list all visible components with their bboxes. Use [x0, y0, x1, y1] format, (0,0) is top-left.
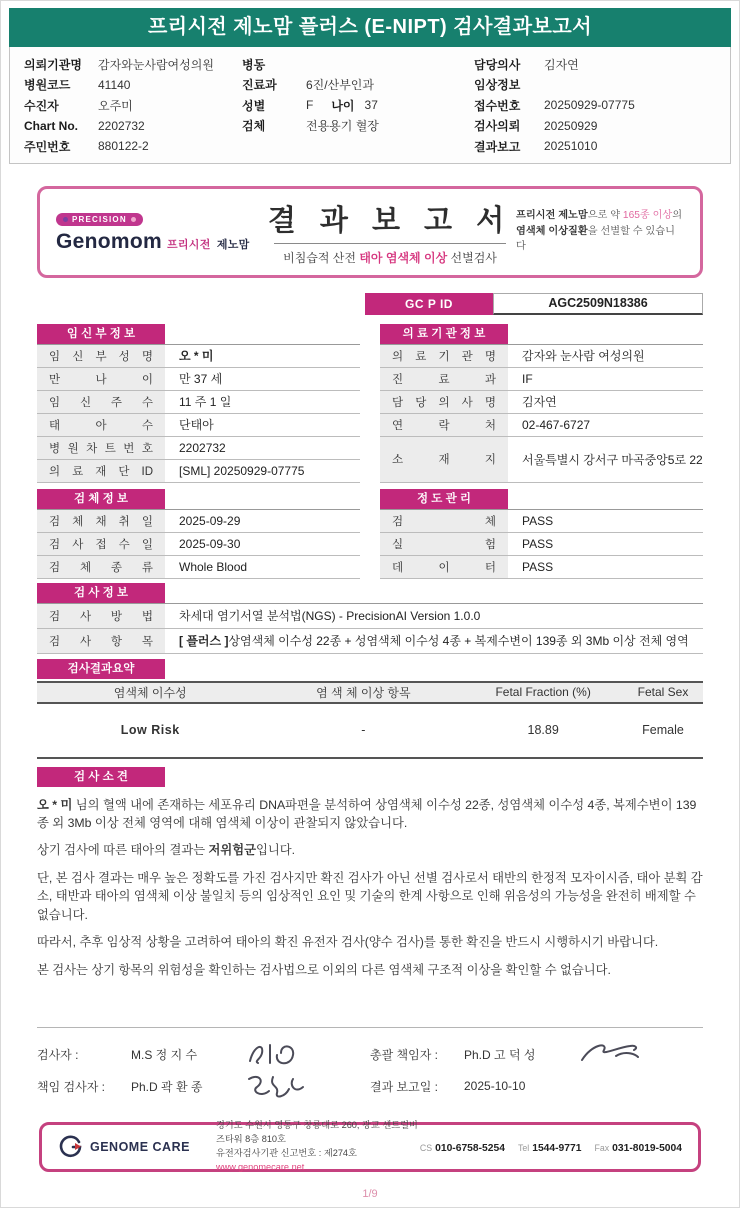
summary-col-fetal-fraction: Fetal Fraction (%) — [495, 685, 591, 699]
field-attending-doctor: 담당의사 김자연 — [474, 57, 579, 72]
report-doc-title: 결 과 보 고 서 비침습적 산전 태아 염색체 이상 선별검사 — [264, 198, 516, 266]
document-body — [37, 186, 703, 980]
table-row: 의 료 기 관 명 감자와 눈사람 여성의원 — [380, 345, 703, 368]
director-row: 총괄 책임자 : Ph.D 고 덕 성 — [370, 1038, 703, 1070]
director-signature-icon — [578, 1040, 642, 1068]
table-row: 검 사 방 법 차세대 염기서열 분석법(NGS) - PrecisionAI Version 1.0.0 — [37, 604, 703, 629]
summary-value-row — [37, 704, 703, 759]
summary-col-fetal-sex: Fetal Sex — [637, 685, 689, 699]
title-underline — [274, 243, 506, 244]
patient-col-1 — [24, 54, 242, 157]
table-row: 진 료 과 IF — [380, 368, 703, 391]
table-row: 소 재 지 서울특별시 강서구 마곡중앙5로 22 — [380, 437, 703, 483]
table-row: 검 사 접 수 일 2025-09-30 — [37, 533, 360, 556]
table-row: 의 료 재 단 ID [SML] 20250929-07775 — [37, 460, 360, 483]
section-tab-test: 검 사 정 보 — [37, 583, 165, 603]
field-receipt-no: 접수번호 20250929-07775 — [474, 98, 635, 113]
opinion-paragraph-2: 상기 검사에 따른 태아의 결과는 저위험군입니다. — [37, 843, 296, 858]
section-result-summary — [37, 659, 703, 759]
badge-dot-left-icon — [63, 217, 68, 222]
genome-care-logo: GENOME CARE — [58, 1134, 216, 1160]
brand-promo-text: 프리시전 제노맘으로 약 165종 이상의 염색체 이상질환을 선별할 수 있습니다 — [516, 209, 683, 253]
footer-cs: CS 010-6758-5254 — [419, 1143, 505, 1154]
section-tab-summary: 검사결과요약 — [37, 659, 165, 679]
patient-col-2 — [242, 54, 474, 157]
field-clinical-info: 임상정보 — [474, 78, 521, 93]
opinion-paragraph-5: 본 검사는 상기 항목의 위험성을 확인하는 검사법으로 이외의 다른 염색체 구조적 이상을 확인할 수 없습니다. — [37, 962, 611, 977]
opinion-paragraph-4: 따라서, 추후 임상적 상황을 고려하여 태아의 확진 유전자 검사(양수 검사)를 통한 확진을 반드시 시행하시기 바랍니다. — [37, 935, 659, 950]
table-row: 만 나 이 만 37 세 — [37, 368, 360, 391]
section-tab-opinion: 검 사 소 견 — [37, 767, 165, 787]
section-specimen-info — [37, 489, 360, 579]
section-clinic-info — [380, 324, 703, 483]
genome-care-mark-icon — [58, 1134, 84, 1160]
footer-box — [39, 1122, 701, 1172]
summary-header-row — [37, 681, 703, 704]
footer-address-line1: 경기도 수원시 영통구 창룡대로 260, 광교 센트럴비즈타워 8층 810호 — [216, 1120, 418, 1145]
examiner-row: 검사자 : M.S 정 지 수 — [37, 1038, 370, 1070]
opinion-paragraph-3: 단, 본 검사 결과는 매우 높은 정확도를 가진 검사지만 확진 검사가 아닌 선별 검사로서 태반의 한정적 모자이시즘, 태아 분획 감소, 태반과 태아의 염색체 이상 불일치 등의 임상적인 요인 및 기술의 한계 사항으로 인해 위음성의 가능성을 완전히 배제할 수 없습니다. — [37, 870, 703, 922]
examiner-signature-icon — [245, 1039, 311, 1069]
page-number: 1/9 — [362, 1188, 378, 1200]
gc-p-id-row — [37, 293, 703, 315]
section-tab-qc: 정 도 관 리 — [380, 489, 508, 509]
field-department: 진료과 6진/산부인과 — [242, 78, 374, 93]
section-tab-clinic: 의 료 기 관 정 보 — [380, 324, 508, 344]
table-row: 임 신 주 수 11 주 1 일 — [37, 391, 360, 414]
table-row: 임 신 부 성 명 오 * 미 — [37, 345, 360, 368]
opinion-paragraph-1: 오 * 미 님의 혈액 내에 존재하는 세포유리 DNA파편을 분석하여 상염색체 이수성 22종, 성염색체 이수성 4종, 복제수변이 139종 외 3Mb 이상 전체 영역에 대해 염색체 이상이 관찰되지 않았습니다. — [37, 797, 697, 830]
field-ward: 병동 — [242, 57, 266, 72]
section-test-info — [37, 583, 703, 654]
table-row: 태 아 수 단태아 — [37, 414, 360, 437]
chief-examiner-signature-icon — [245, 1071, 311, 1101]
table-row: 담 당 의 사 명 김자연 — [380, 391, 703, 414]
field-chart-no: Chart No. 2202732 — [24, 118, 145, 133]
footer-fax: Fax 031-8019-5004 — [594, 1143, 682, 1154]
table-row: 검 체 PASS — [380, 510, 703, 533]
signature-right-col — [370, 1038, 703, 1102]
result-low-risk: Low Risk — [120, 723, 180, 737]
patient-col-3 — [474, 54, 716, 157]
section-tab-specimen: 검 체 정 보 — [37, 489, 165, 509]
genomom-logo: Genomom 프리시전 제노맘 — [56, 230, 250, 253]
gc-p-id-value: AGC2509N18386 — [493, 293, 703, 315]
field-report-date: 결과보고 20251010 — [474, 139, 598, 154]
section-opinion — [37, 767, 703, 980]
report-doc-subtitle: 비침습적 산전 태아 염색체 이상 선별검사 — [283, 250, 497, 265]
chief-examiner-row: 책임 검사자 : Ph.D 곽 환 종 — [37, 1070, 370, 1102]
footer-contacts — [420, 1138, 682, 1156]
result-fetal-fraction: 18.89 — [527, 723, 559, 737]
report-title-bar: 프리시전 제노맘 플러스 (E-NIPT) 검사결과보고서 — [9, 8, 731, 47]
patient-info-box — [9, 47, 731, 164]
summary-col-abnormal: 염 색 체 이상 항목 — [316, 685, 411, 700]
summary-col-aneuploidy: 염색체 이수성 — [113, 685, 187, 700]
field-hospital-code: 병원코드 41140 — [24, 77, 131, 93]
badge-dot-right-icon — [131, 217, 136, 222]
signature-block — [37, 1027, 703, 1102]
footer-address-line2: 유전자검사기관 신고번호 : 제274호 — [216, 1148, 357, 1158]
signature-left-col — [37, 1038, 370, 1102]
table-row: 검 체 채 취 일 2025-09-29 — [37, 510, 360, 533]
table-row: 연 락 처 02-467-6727 — [380, 414, 703, 437]
table-row: 검 사 항 목 [ 플러스 ] 상염색체 이수성 22종 + 성염색체 이수성 4종 + 복제수변이 139종 외 3Mb 이상 전체 영역 — [37, 629, 703, 654]
section-mother-info — [37, 324, 360, 483]
footer-website: www.genomecare.net — [216, 1161, 305, 1172]
field-order-date: 검사의뢰 20250929 — [474, 118, 598, 134]
result-fetal-sex: Female — [642, 723, 684, 737]
field-resident-no: 주민번호 880122-2 — [24, 139, 149, 154]
footer-tel: Tel 1544-9771 — [517, 1143, 582, 1154]
table-row: 데 이 터 PASS — [380, 556, 703, 579]
report-brand-box — [37, 186, 703, 278]
brand-logo — [56, 209, 264, 254]
field-specimen: 검체 전용용기 혈장 — [242, 119, 379, 134]
table-row: 검 체 종 류 Whole Blood — [37, 556, 360, 579]
field-ordering-institution: 의뢰기관명 감자와눈사람여성의원 — [24, 57, 214, 72]
result-abnormal-item: - — [361, 723, 366, 737]
precision-badge: PRECISION — [56, 213, 143, 226]
table-row: 병 원 차 트 번 호 2202732 — [37, 437, 360, 460]
section-qc — [380, 489, 703, 579]
field-sex-age: 성별 F 나이 37 — [242, 98, 378, 113]
table-row: 실 험 PASS — [380, 533, 703, 556]
footer-address — [216, 1119, 420, 1174]
report-date-row: 결과 보고일 : 2025-10-10 — [370, 1079, 526, 1094]
field-patient-name: 수진자 오주미 — [24, 98, 133, 113]
gc-p-id-label: GC P ID — [365, 293, 493, 315]
section-tab-mother: 임 신 부 정 보 — [37, 324, 165, 344]
